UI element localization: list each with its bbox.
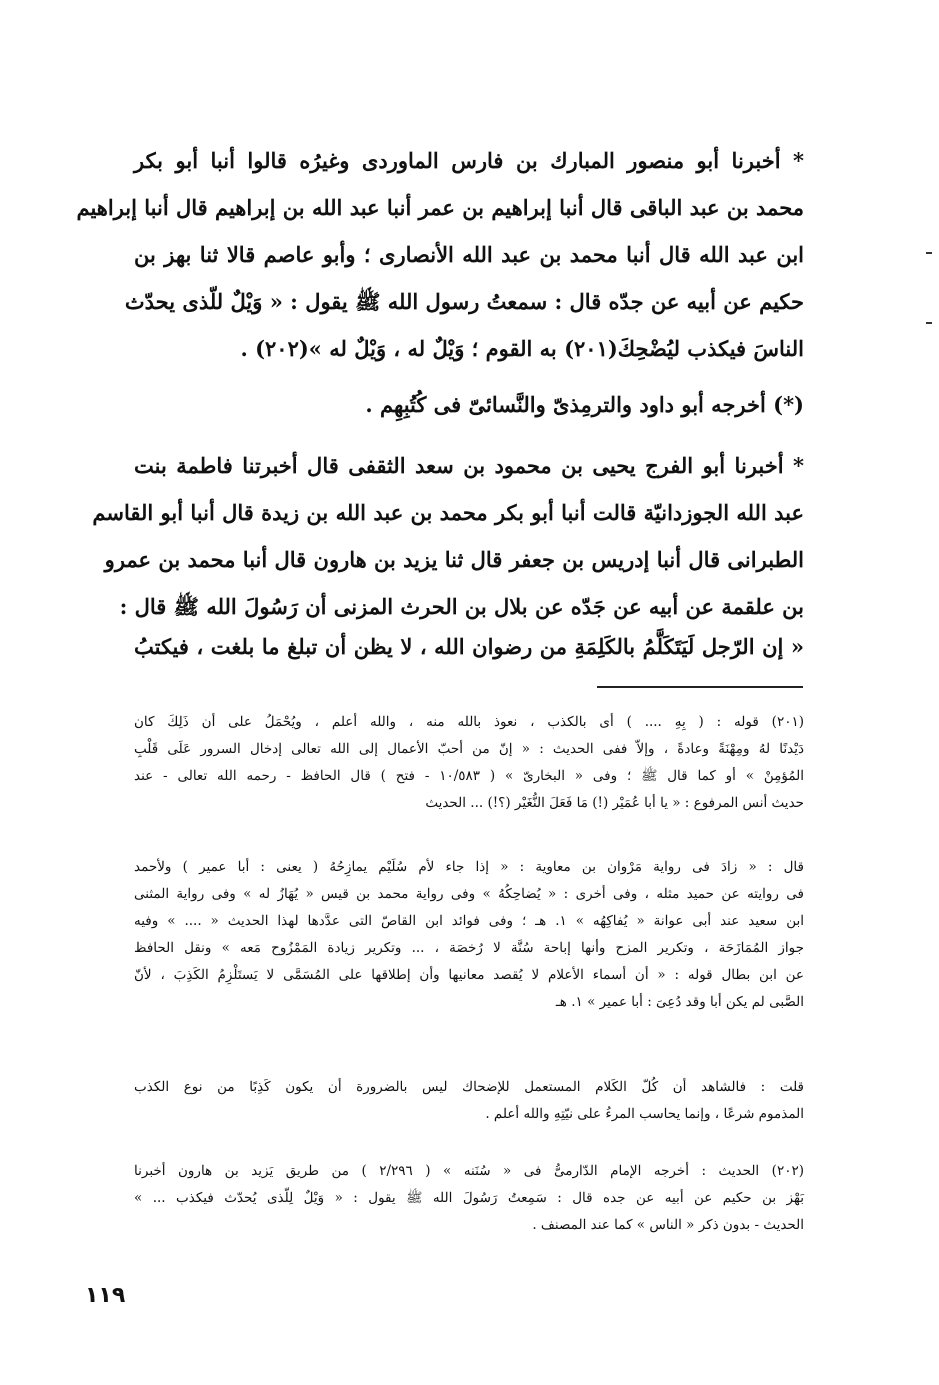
hadith-attribution: (*) أخرجه أبو داود والترمِذىّ والنَّسائىّ فى كُتُبِهِم . <box>365 392 804 417</box>
footnote-separator <box>597 686 803 688</box>
footnote-line: قال : « زادَ فى رواية مَرْوان بن معاوية : « إذا جاء لأم سُلَيْم يمازِحُهُ ( يعنى : أبا عمير ) ولأحمد <box>134 859 804 875</box>
footnote-line: حديث أنس المرفوع : « يا أبا عُمَيْر (!) مَا فَعَلَ النُّغَيْر (؟!) ... الحديث <box>425 795 804 811</box>
body-line: * أخبرنا أبو منصور المبارك بن فارس الماوردى وغيرُه قالوا أنبا أبو بكر <box>134 148 804 173</box>
footnote-line: (٢٠٢) الحديث : أخرجه الإمام الدّارمىُّ فى « سُنَنه » ( ٢/٢٩٦ ) من طريق يَزيد بن هارون أخبرنا <box>134 1163 804 1179</box>
body-line: بن علقمة عن أبيه عن جَدّه عن بلال بن الحرث المزنى أن رَسُولَ الله ﷺ قال : <box>119 594 804 619</box>
body-line: الناسَ فيكذب ليُضْحِكَ(٢٠١) به القوم ؛ وَيْلٌ له ، وَيْلٌ له »(٢٠٢) . <box>240 336 804 361</box>
footnote-line: الصَّبى لم يكن أبا وقد دُعِىَ : أبا عمير » ١. هـ <box>555 994 804 1010</box>
body-line: * أخبرنا أبو الفرج يحيى بن محمود بن سعد الثقفى قال أخبرتنا فاطمة بنت <box>134 453 804 478</box>
scan-mark <box>926 322 932 324</box>
body-line: « إن الرّجل لَيَتَكَلَّمُ بالكَلِمَةِ من رضوان الله ، لا يظن أن تبلغ ما بلغت ، فيكتبُ <box>134 634 804 659</box>
scan-mark <box>926 252 932 254</box>
body-line: حكيم عن أبيه عن جدّه قال : سمعتُ رسول الله ﷺ يقول : « وَيْلٌ للّذى يحدّث <box>124 289 804 314</box>
footnote-line: المُؤمِنْ » أو كما قال ﷺ ؛ وفى « البخارىّ » ( ١٠/٥٨٣ - فتح ) قال الحافظ - رحمه الله تعالى - عند <box>134 768 804 784</box>
footnote-line: قلت : فالشاهد أن كُلّ الكَلام المستعمل للإضحاك ليس بالضرورة أن يكون كَذِبًا من نوع الكذب <box>134 1079 804 1095</box>
footnote-line: دَيْدنًا لهُ ومِهْنَةً وعادةً ، وإلاّ ففى الحديث : « إنّ من أحبّ الأعمال إلى الله تعالى إدخال السرور عَلَى قَلْبِ <box>134 741 804 757</box>
footnote-line: ابن سعيد عند أبى عوانة « يُفاكِهُه » ١. هـ ؛ وفى فوائد ابن القاصّ التى عدَّدها لهذا الحديث « .... » وفيه <box>134 913 804 929</box>
body-line: الطبرانى قال أنبا إدريس بن جعفر قال ثنا يزيد بن هارون قال أنبا محمد بن عمرو <box>104 547 804 572</box>
footnote-line: المذموم شرعًا ، وإنما يحاسب المرءُ على نيّتِهِ والله أعلم . <box>485 1106 804 1122</box>
footnote-line: (٢٠١) قوله : ( بِهِ .... ) أى بالكذب ، نعوذ بالله منه ، والله أعلم ، ويُحْمَلُ على أن ذَلِكَ كان <box>134 714 804 730</box>
footnote-line: بَهْز بن حكيم عن أبيه عن جده قال : سَمِعتُ رَسُولَ الله ﷺ يقول : « وَيْلٌ لِلّذى يُحدّث فيكذب ... » <box>134 1190 804 1206</box>
footnote-line: عن ابن بطال قوله : « أن أسماء الأعلام لا يُقصد معانيها وأن إطلاقها على المُسَمَّى لا يَستَلْزِمُ الكَذِبَ ، لأنّ <box>134 967 804 983</box>
footnote-line: فى روايته عن حميد مثله ، وفى أخرى : « يُضاحِكُهُ » وفى رواية محمد بن قيس « يُهَازُ له » وفى رواية المثنى <box>134 886 804 902</box>
body-line: ابن عبد الله قال أنبا محمد بن عبد الله الأنصارى ؛ وأبو عاصم قالا ثنا بهز بن <box>134 242 804 267</box>
footnote-line: جواز المُمَازَحَة ، وتكرير المزح وأنها إباحة سُنَّة لا رُخصَة ، ... وتكرير زيادة المَمْزُوح مَعه » ونقل الحافظ <box>134 940 804 956</box>
page-number: ١١٩ <box>85 1283 126 1308</box>
footnote-line: الحديث - بدون ذكر « الناس » كما عند المصنف . <box>532 1217 804 1233</box>
body-line: محمد بن عبد الباقى قال أنبا إبراهيم بن عمر أنبا عبد الله بن إبراهيم قال أنبا إبراهيم <box>76 195 804 220</box>
body-line: عبد الله الجوزدانيّة قالت أنبا أبو بكر محمد بن عبد الله بن زيدة قال أنبا أبو القاسم <box>92 500 804 525</box>
